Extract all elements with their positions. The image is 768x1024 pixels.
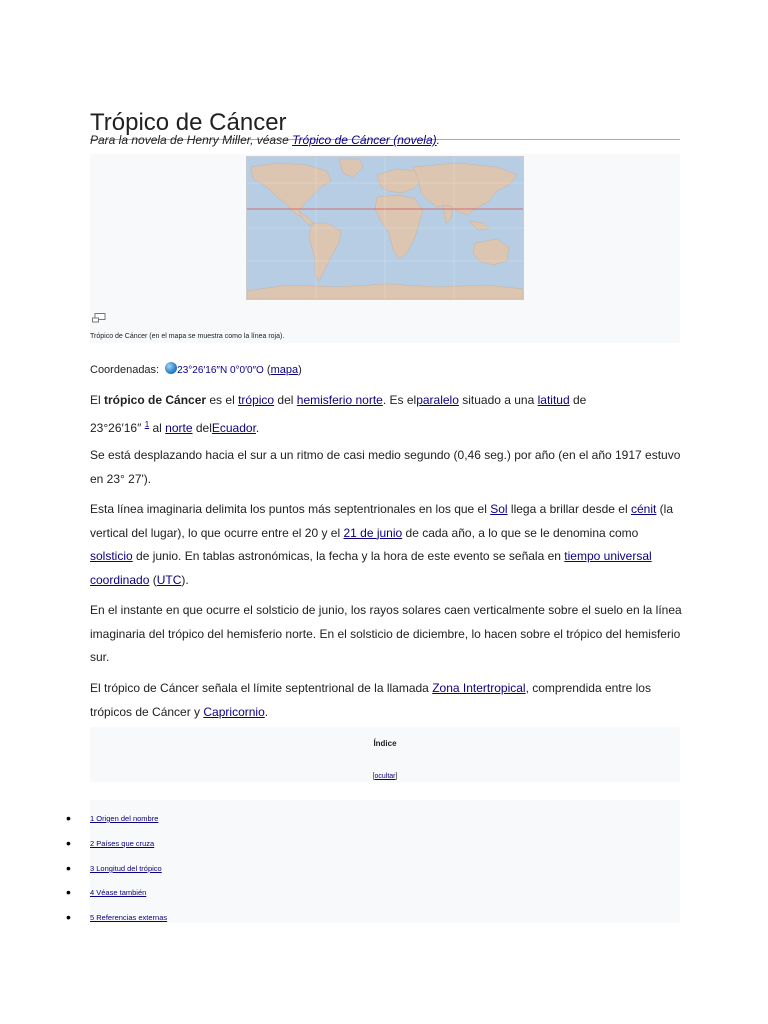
text: situado a una bbox=[458, 393, 538, 407]
bullet-icon: • bbox=[66, 860, 71, 876]
hatnote-suffix: . bbox=[436, 133, 440, 147]
text: El bbox=[90, 393, 105, 407]
link-tiempo-universal-coordinado[interactable]: tiempo universal coordinado bbox=[90, 549, 652, 587]
toc-list bbox=[66, 800, 680, 925]
link-hemisferio-norte[interactable]: hemisferio norte bbox=[296, 393, 383, 407]
link-ecuador[interactable]: Ecuador bbox=[211, 420, 256, 435]
globe-icon[interactable] bbox=[165, 362, 177, 374]
text: El trópico de Cáncer señala el límite septentrional de la llamada bbox=[90, 681, 433, 695]
toc-link[interactable]: 3 Longitud del trópico bbox=[90, 864, 162, 873]
hatnote-prefix: Para la novela de Henry Miller, véase bbox=[90, 133, 293, 147]
link-utc[interactable]: UTC bbox=[156, 572, 182, 587]
bold-term: trópico de Cáncer bbox=[104, 393, 207, 407]
toc-link[interactable]: 1 Origen del nombre bbox=[90, 814, 159, 823]
toc-header bbox=[90, 727, 680, 782]
bullet-icon: • bbox=[66, 835, 71, 851]
toc-title: Índice bbox=[373, 739, 397, 748]
text: (la vertical del lugar), lo que ocurre entre el 20 y el bbox=[90, 502, 674, 540]
text: . bbox=[255, 420, 260, 435]
link-capricornio[interactable]: Capricornio bbox=[203, 704, 265, 719]
link-paralelo[interactable]: paralelo bbox=[416, 393, 459, 407]
toc-item-3[interactable] bbox=[66, 860, 162, 876]
coordinates bbox=[90, 362, 302, 379]
text: de 23°26′16″ bbox=[90, 393, 587, 435]
toc-hide-link[interactable]: ocultar bbox=[374, 773, 396, 780]
text: . Es el bbox=[382, 393, 417, 407]
paragraph-2: Se está desplazando hacia el sur a un ritmo de casi medio segundo (0,46 seg.) por año (en el año 1917 estuvo en 23° 27'). bbox=[90, 448, 681, 486]
bullet-icon: • bbox=[66, 884, 71, 900]
world-map-svg bbox=[247, 157, 523, 299]
paragraph-5 bbox=[90, 677, 682, 724]
link-21-de-junio[interactable]: 21 de junio bbox=[343, 525, 403, 540]
bracket-open: [ bbox=[372, 773, 375, 780]
coordinates-value-link[interactable]: 23°26′16″N 0°0′0″O bbox=[177, 365, 264, 376]
map-figure bbox=[90, 154, 680, 343]
link-norte[interactable]: norte bbox=[165, 420, 193, 435]
link-sol[interactable]: Sol bbox=[490, 502, 508, 516]
coordinates-map-link[interactable]: mapa bbox=[270, 364, 299, 376]
toc-link[interactable]: 4 Véase también bbox=[90, 888, 147, 897]
text: de cada año, a lo que se le denomina como bbox=[402, 525, 639, 540]
toc-item-1[interactable] bbox=[66, 810, 159, 826]
toc-link[interactable]: 5 Referencias externas bbox=[90, 913, 168, 922]
coordinates-paren-open: ( bbox=[263, 364, 271, 376]
magnify-clip-icon[interactable] bbox=[92, 310, 106, 320]
text: llega a brillar desde el bbox=[507, 502, 631, 516]
text: ). bbox=[181, 572, 189, 587]
bullet-icon: • bbox=[66, 810, 71, 826]
toc-link[interactable]: 2 Países que cruza bbox=[90, 839, 155, 848]
coordinates-paren-close: ) bbox=[298, 364, 302, 376]
text: , comprendida entre los trópicos de Cáncer y bbox=[90, 681, 651, 719]
hatnote-link-novela[interactable]: Trópico de Cáncer (novela) bbox=[292, 133, 437, 147]
text: . bbox=[264, 704, 269, 719]
link-latitud[interactable]: latitud bbox=[537, 393, 570, 407]
link-tropico[interactable]: trópico bbox=[238, 393, 275, 407]
figure-caption: Trópico de Cáncer (en el mapa se muestra como la línea roja). bbox=[90, 333, 285, 340]
text: del bbox=[274, 393, 297, 407]
text: del bbox=[192, 420, 212, 435]
text: es el bbox=[206, 393, 239, 407]
coordinates-label: Coordenadas: bbox=[90, 364, 163, 376]
world-map-image[interactable] bbox=[246, 156, 524, 300]
paragraph-1 bbox=[90, 389, 590, 440]
page-title: Trópico de Cáncer bbox=[90, 109, 680, 140]
link-cenit[interactable]: cénit bbox=[630, 502, 657, 516]
hatnote bbox=[90, 131, 440, 149]
paragraph-3 bbox=[90, 498, 682, 592]
toc-item-5[interactable] bbox=[66, 909, 168, 925]
bullet-icon: • bbox=[66, 909, 71, 925]
reference-link-1[interactable]: 1 bbox=[144, 419, 150, 429]
bracket-close: ] bbox=[395, 773, 398, 780]
text: ( bbox=[149, 572, 157, 587]
toc-toggle bbox=[90, 773, 680, 780]
link-zona-intertropical[interactable]: Zona Intertropical bbox=[432, 681, 526, 695]
text: de junio. En tablas astronómicas, la fecha y la hora de este evento se señala en bbox=[132, 549, 565, 563]
paragraph-4: En el instante en que ocurre el solsticio de junio, los rayos solares caen verticalmente sobre el suelo en la línea imaginaria del trópico del hemisferio norte. En el solsticio de diciembre, lo hacen sobre el trópico del hemisferio sur. bbox=[90, 603, 682, 664]
text: al bbox=[149, 420, 166, 435]
text: Esta línea imaginaria delimita los puntos más septentrionales en los que el bbox=[90, 502, 491, 516]
toc-item-4[interactable] bbox=[66, 884, 147, 900]
toc-item-2[interactable] bbox=[66, 835, 155, 851]
link-solsticio[interactable]: solsticio bbox=[90, 549, 133, 563]
